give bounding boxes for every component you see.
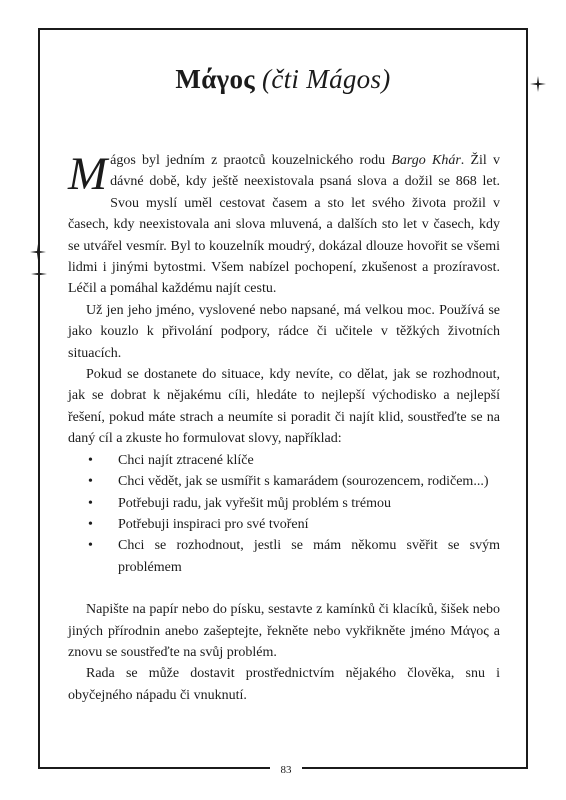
sparkle-star-icon	[31, 266, 47, 282]
sparkle-star-icon	[30, 244, 46, 260]
list-item: • Chci najít ztracené klíče	[88, 450, 500, 471]
page-number: 83	[270, 760, 302, 780]
paragraph-intro-text-2: . Žil v dávné době, kdy ještě neexistovala psaná slova a dožil se 868 let. Svou myslí uměl cestovat časem a sto let svého života prožil v časech, kdy neexistovala ani slova mluvená, a dalších sto let v časech, kdy se utvářel vesmír. Byl to kouzelník moudrý, dokázal dlouze hovořit se všemi lidmi i jinými bytostmi. Všem nabízel pochopení, zkušenost a prozíravost. Léčil a pomáhal každému najít cestu.	[68, 153, 500, 297]
list-item: • Chci se rozhodnout, jestli se mám někomu svěřit se svým problémem	[88, 535, 500, 578]
list-item: • Potřebuji inspiraci pro své tvoření	[88, 514, 500, 535]
paragraph-intro-text-1: ágos byl jedním z praotců kouzelnického rodu	[110, 153, 392, 168]
list-item: • Potřebuji radu, jak vyřešit můj problém s trémou	[88, 493, 500, 514]
paragraph-instructions: Napište na papír nebo do písku, sestavte z kamínků či klacíků, šišek nebo jiných přírodnin anebo zašeptejte, řekněte nebo vykřikněte jméno Μάγος a znovu se soustřeďte na svůj problém.	[68, 602, 500, 660]
examples-list	[68, 450, 500, 578]
title-main: Μάγος	[175, 64, 255, 94]
body-text	[68, 150, 500, 706]
list-item: • Chci vědět, jak se usmířit s kamarádem (sourozencem, rodičem...)	[88, 471, 500, 492]
paragraph-name-power: Už jen jeho jméno, vyslovené nebo napsané, má velkou moc. Používá se jako kouzlo k přivolání podpory, rádce či učitele v těžkých životních situacích.	[68, 302, 500, 361]
paragraph-gap	[68, 578, 500, 599]
page-title	[0, 64, 566, 95]
drop-cap: M	[68, 148, 108, 200]
family-name: Bargo Khár	[391, 153, 461, 168]
paragraph-situation: Pokud se dostanete do situace, kdy nevíte, co dělat, jak se rozhodnout, jak se dobrat k nějakému cíli, hledáte to nejlepší východisko a nejlepší řešení, pokud máte strach a neumíte si poradit či najít klid, soustřeďte se na daný cíl a zkuste ho formulovat slovy, například:	[68, 367, 500, 447]
paragraph-intro	[68, 150, 500, 300]
title-subtitle: (čti Mágos)	[262, 64, 391, 94]
paragraph-advice: Rada se může dostavit prostřednictvím nějakého člověka, snu i obyčejného nápadu či vnuknutí.	[68, 666, 500, 703]
